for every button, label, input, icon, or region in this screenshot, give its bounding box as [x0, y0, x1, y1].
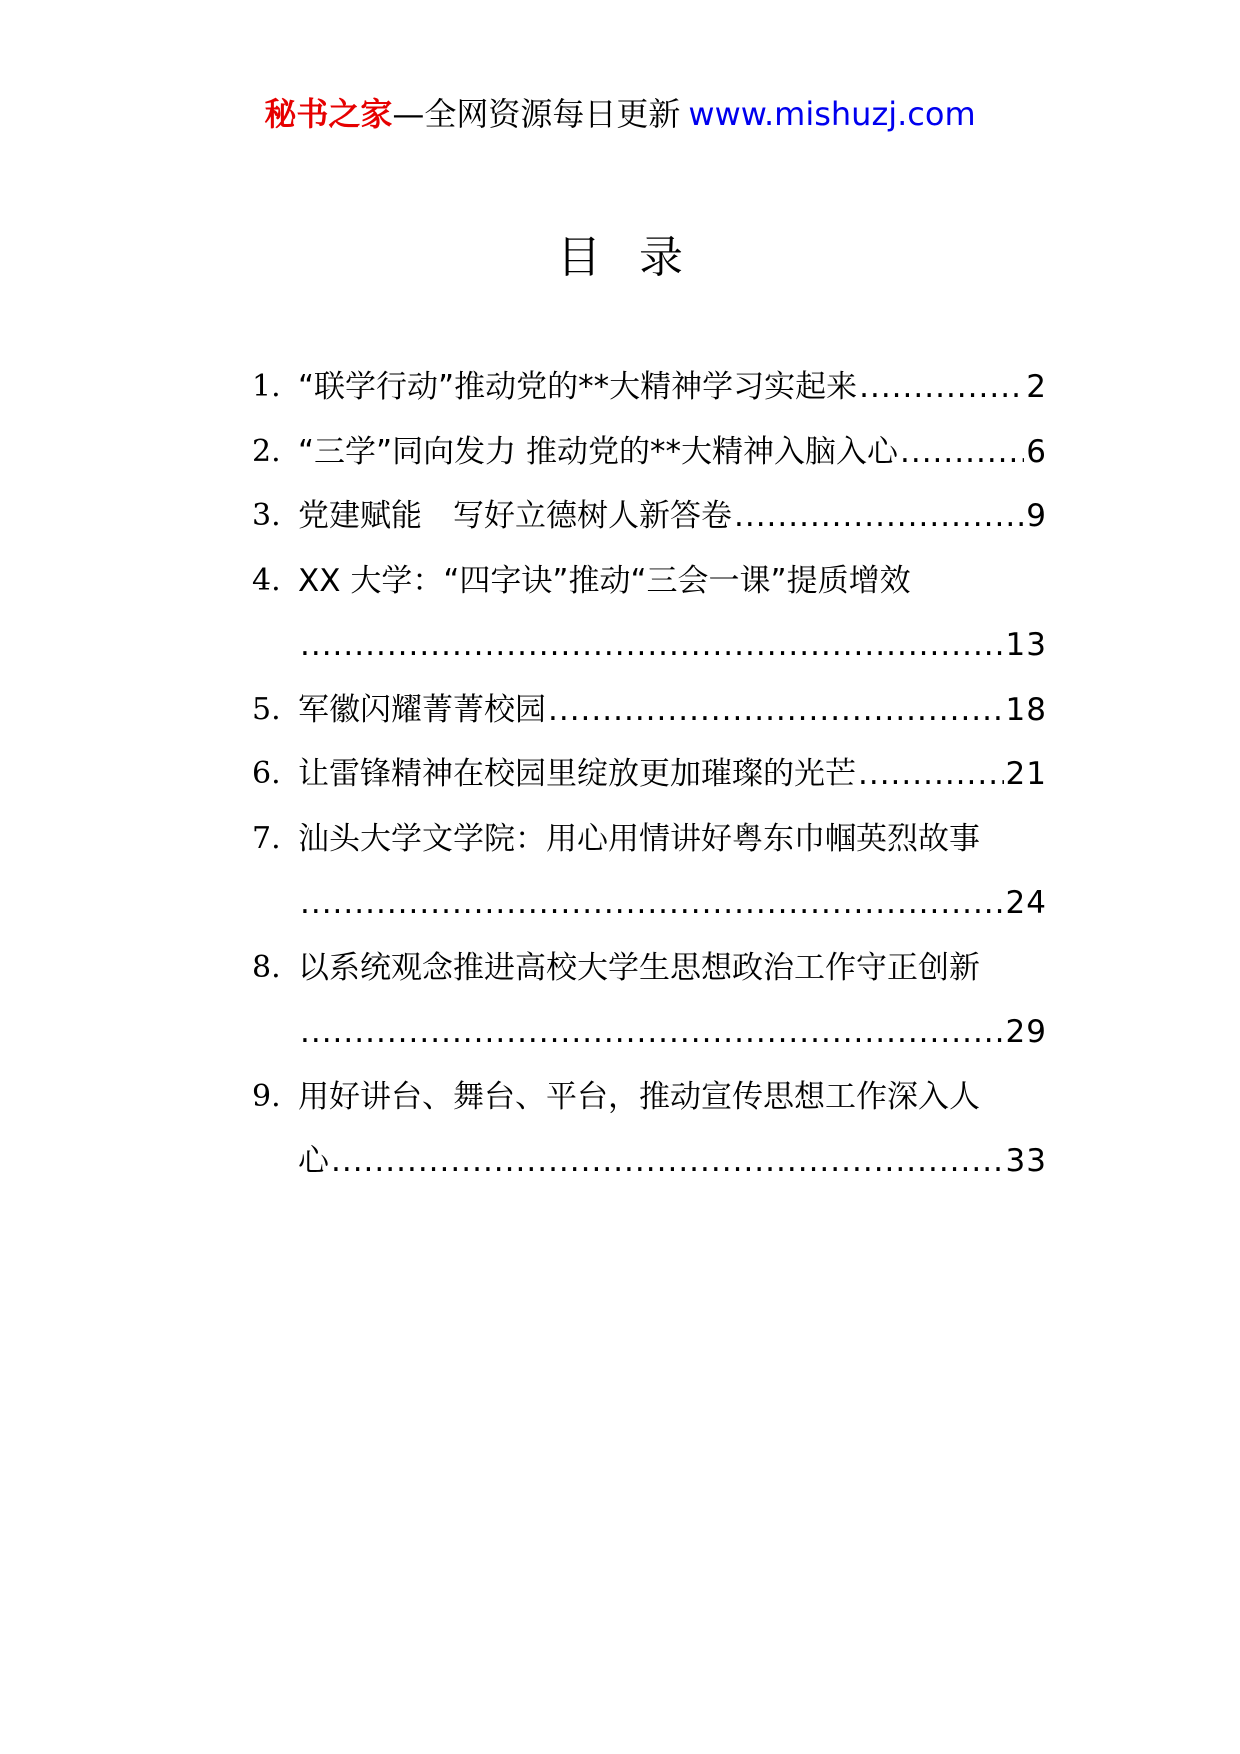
toc-entry-title: 让雷锋精神在校园里绽放更加璀璨的光芒: [298, 756, 856, 792]
toc-entry-number: 1.: [252, 369, 281, 404]
toc-entry-number: 7.: [252, 820, 281, 856]
toc-entry-number: 9.: [252, 1078, 281, 1114]
toc-page-number: 33: [1005, 1143, 1047, 1179]
toc-entry-line: [298, 1000, 1047, 1065]
toc-entry-number: 8.: [252, 949, 281, 985]
toc-entry-title: 党建赋能 写好立德树人新答卷: [298, 498, 732, 534]
toc-entry[interactable]: [252, 355, 1047, 420]
toc-entry-line: [298, 613, 1047, 678]
toc-entry[interactable]: [252, 484, 1047, 549]
toc-entry-line: [298, 1065, 1047, 1130]
toc-dot-leader: [300, 871, 1004, 936]
toc-entry[interactable]: [252, 678, 1047, 743]
toc-entry-title: “三学”同向发力 推动党的**大精神入脑入心: [298, 433, 898, 470]
toc-entry-title: 军徽闪耀菁菁校园: [298, 691, 546, 728]
toc-dot-leader: [900, 420, 1024, 485]
toc-dot-leader: [858, 742, 1004, 807]
toc-entry-number: 6.: [252, 756, 281, 791]
toc-title: 目录: [557, 232, 721, 283]
document-header: [0, 92, 1240, 136]
toc-dot-leader: [300, 1000, 1004, 1065]
toc-entry-line: [298, 420, 1047, 485]
toc-entry[interactable]: [252, 936, 1047, 1065]
toc-entry[interactable]: [252, 549, 1047, 678]
toc-entry[interactable]: [252, 1065, 1047, 1194]
toc-dot-leader: [734, 484, 1024, 549]
toc-entry-title: “联学行动”推动党的**大精神学习实起来: [298, 369, 858, 405]
toc-entry-line: [298, 678, 1047, 743]
toc-entry-title: 用好讲台、舞台、平台，推动宣传思想工作深入人: [298, 1078, 980, 1115]
toc-entry-line: [298, 549, 1047, 614]
toc-entry-line: [298, 936, 1047, 1001]
toc-entry-line: [298, 742, 1047, 807]
toc-entry-line: [298, 871, 1047, 936]
toc-entry[interactable]: [252, 742, 1047, 807]
toc-page-number: 21: [1005, 756, 1047, 792]
toc-entry-number: 2.: [252, 433, 281, 469]
toc-dot-leader: [548, 678, 1004, 743]
toc-entry[interactable]: [252, 807, 1047, 936]
toc-dot-leader: [331, 1129, 1004, 1194]
toc-dot-leader: [859, 355, 1024, 420]
toc-page-number: 24: [1005, 885, 1047, 921]
table-of-contents: [252, 355, 1047, 1194]
toc-dot-leader: [300, 613, 1004, 678]
toc-entry-number: 5.: [252, 691, 281, 727]
toc-entry-title: 以系统观念推进高校大学生思想政治工作守正创新: [298, 949, 980, 986]
toc-page-number: 18: [1005, 691, 1047, 728]
toc-page-number: 2: [1026, 369, 1047, 405]
toc-page-number: 6: [1026, 433, 1047, 470]
toc-entry-title: XX 大学：“四字诀”推动“三会一课”提质增效: [298, 562, 911, 599]
toc-entry-number: 3.: [252, 498, 281, 533]
toc-page-number: 29: [1005, 1014, 1047, 1050]
toc-entry-line: [298, 807, 1047, 872]
toc-entry-line: [298, 484, 1047, 549]
toc-entry-line: [298, 355, 1047, 420]
toc-entry-title: 心: [298, 1143, 329, 1179]
toc-page-number: 9: [1026, 498, 1047, 534]
header-brand: 秘书之家: [264, 95, 393, 133]
toc-entry-number: 4.: [252, 562, 281, 598]
toc-entry-line: [298, 1129, 1047, 1194]
toc-entry[interactable]: [252, 420, 1047, 485]
header-url-link[interactable]: www.mishuzj.com: [688, 95, 976, 133]
header-tagline: —全网资源每日更新: [392, 95, 681, 133]
toc-page-number: 13: [1005, 627, 1047, 663]
toc-entry-title: 汕头大学文学院：用心用情讲好粤东巾帼英烈故事: [298, 820, 980, 857]
